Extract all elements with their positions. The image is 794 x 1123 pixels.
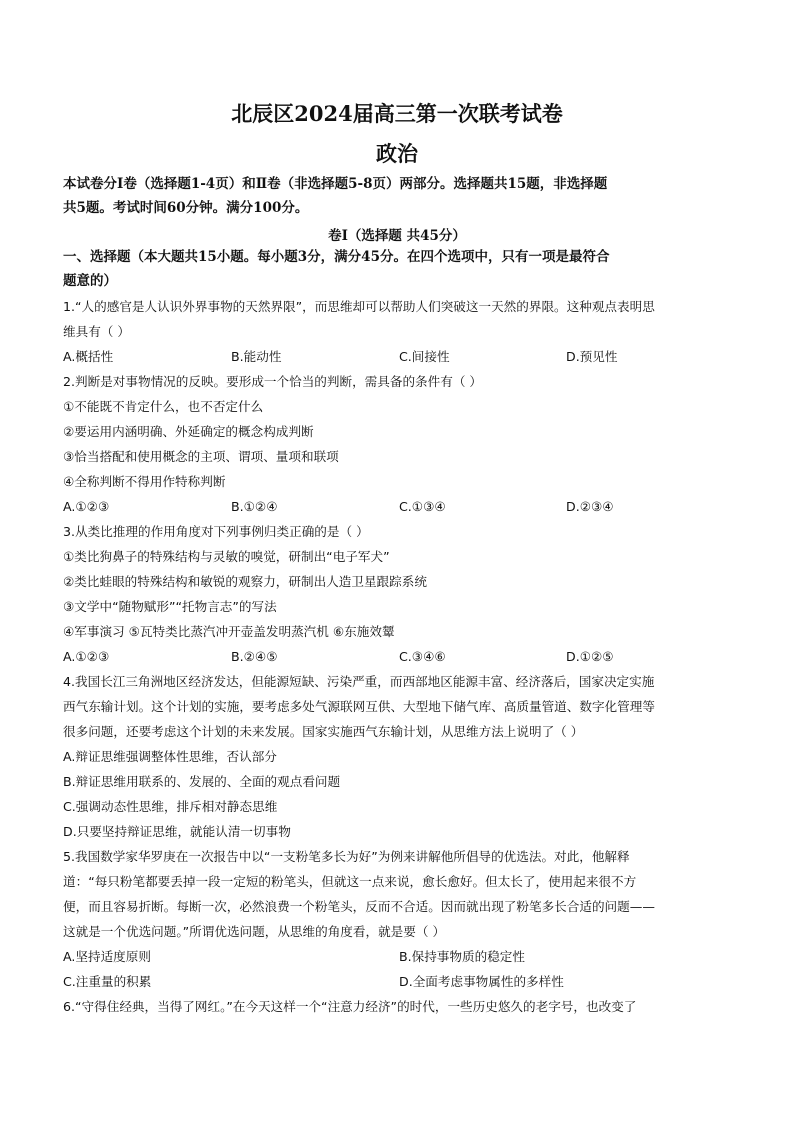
- q3-option-a: A.①②③: [63, 649, 110, 664]
- section-heading: 卷Ⅰ（选择题 共45分）: [328, 228, 466, 244]
- q4-option-b: B.辩证思维用联系的、发展的、全面的观点看问题: [63, 774, 341, 789]
- section-instructions-1: 一、选择题（本大题共15小题。每小题3分，满分45分。在四个选项中，只有一项是最符合: [63, 249, 610, 265]
- intro-line-1: 本试卷分Ⅰ卷（选择题1-4页）和Ⅱ卷（非选择题5-8页）两部分。选择题共15题，非选择题: [63, 176, 608, 192]
- q4-stem-2: 西气东输计划。这个计划的实施，要考虑多处气源联网互供、大型地下储气库、高质量管道、数字化管理等: [63, 699, 655, 714]
- q5-option-d: D.全面考虑事物属性的多样性: [399, 974, 564, 989]
- q1-option-d: D.预见性: [566, 349, 618, 364]
- q4-option-d: D.只要坚持辩证思维，就能认清一切事物: [63, 824, 291, 839]
- q2-item-3: ③恰当搭配和使用概念的主项、谓项、量项和联项: [63, 449, 339, 464]
- q1-option-c: C.间接性: [399, 349, 450, 364]
- q2-stem: 2.判断是对事物情况的反映。要形成一个恰当的判断，需具备的条件有（ ）: [63, 374, 483, 389]
- q1-option-a: A.概括性: [63, 349, 114, 364]
- q3-option-d: D.①②⑤: [566, 649, 614, 664]
- q5-option-a: A.坚持适度原则: [63, 949, 151, 964]
- exam-title: 北辰区2024届高三第一次联考试卷: [231, 101, 563, 126]
- q5-stem-3: 便，而且容易折断。每断一次，必然浪费一个粉笔头，反而不合适。因而就出现了粉笔多长合适的问题——: [63, 899, 655, 914]
- q1-option-b: B.能动性: [231, 349, 282, 364]
- q3-item-1: ①类比狗鼻子的特殊结构与灵敏的嗅觉，研制出“电子军犬”: [63, 549, 390, 564]
- q2-option-c: C.①③④: [399, 499, 446, 514]
- q5-stem-2: 道：“每只粉笔都要丢掉一段一定短的粉笔头，但就这一点来说，愈长愈好。但太长了，使用起来很不方: [63, 874, 637, 889]
- subject-title: 政治: [376, 141, 418, 166]
- q2-item-2: ②要运用内涵明确、外延确定的概念构成判断: [63, 424, 314, 439]
- q4-option-a: A.辩证思维强调整体性思维，否认部分: [63, 749, 277, 764]
- q4-stem-3: 很多问题，还要考虑这个计划的未来发展。国家实施西气东输计划，从思维方法上说明了（ ）: [63, 724, 584, 739]
- q2-item-4: ④全称判断不得用作特称判断: [63, 474, 226, 489]
- q3-item-2: ②类比蛙眼的特殊结构和敏锐的观察力，研制出人造卫星跟踪系统: [63, 574, 427, 589]
- q1-stem-1: 1.“人的感官是人认识外界事物的天然界限”，而思维却可以帮助人们突破这一天然的界限。这种观点表明思: [63, 299, 655, 314]
- q3-option-b: B.②④⑤: [231, 649, 278, 664]
- section-instructions-2: 题意的）: [63, 273, 117, 289]
- q2-option-d: D.②③④: [566, 499, 614, 514]
- q2-option-b: B.①②④: [231, 499, 278, 514]
- q3-item-4: ④军事演习 ⑤瓦特类比蒸汽冲开壶盖发明蒸汽机 ⑥东施效颦: [63, 624, 395, 639]
- q5-stem-1: 5.我国数学家华罗庚在一次报告中以“一支粉笔多长为好”为例来讲解他所倡导的优选法。对此，他解释: [63, 849, 630, 864]
- q3-stem: 3.从类比推理的作用角度对下列事例归类正确的是（ ）: [63, 524, 369, 539]
- q3-item-3: ③文学中“随物赋形”“托物言志”的写法: [63, 599, 277, 614]
- q2-option-a: A.①②③: [63, 499, 110, 514]
- intro-line-2: 共5题。考试时间60分钟。满分100分。: [63, 200, 309, 216]
- q3-option-c: C.③④⑥: [399, 649, 446, 664]
- q2-item-1: ①不能既不肯定什么，也不否定什么: [63, 399, 264, 414]
- q6-stem-1: 6.“守得住经典，当得了网红。”在今天这样一个“注意力经济”的时代，一些历史悠久的老字号，也改变了: [63, 999, 637, 1014]
- q4-option-c: C.强调动态性思维，排斥相对静态思维: [63, 799, 278, 814]
- q5-option-c: C.注重量的积累: [63, 974, 152, 989]
- q1-stem-2: 维具有（ ）: [63, 324, 130, 339]
- q5-stem-4: 这就是一个优选问题。”所谓优选问题，从思维的角度看，就是要（ ）: [63, 924, 446, 939]
- q4-stem-1: 4.我国长江三角洲地区经济发达，但能源短缺、污染严重，而西部地区能源丰富、经济落后，国家决定实施: [63, 674, 655, 689]
- q5-option-b: B.保持事物质的稳定性: [399, 949, 525, 964]
